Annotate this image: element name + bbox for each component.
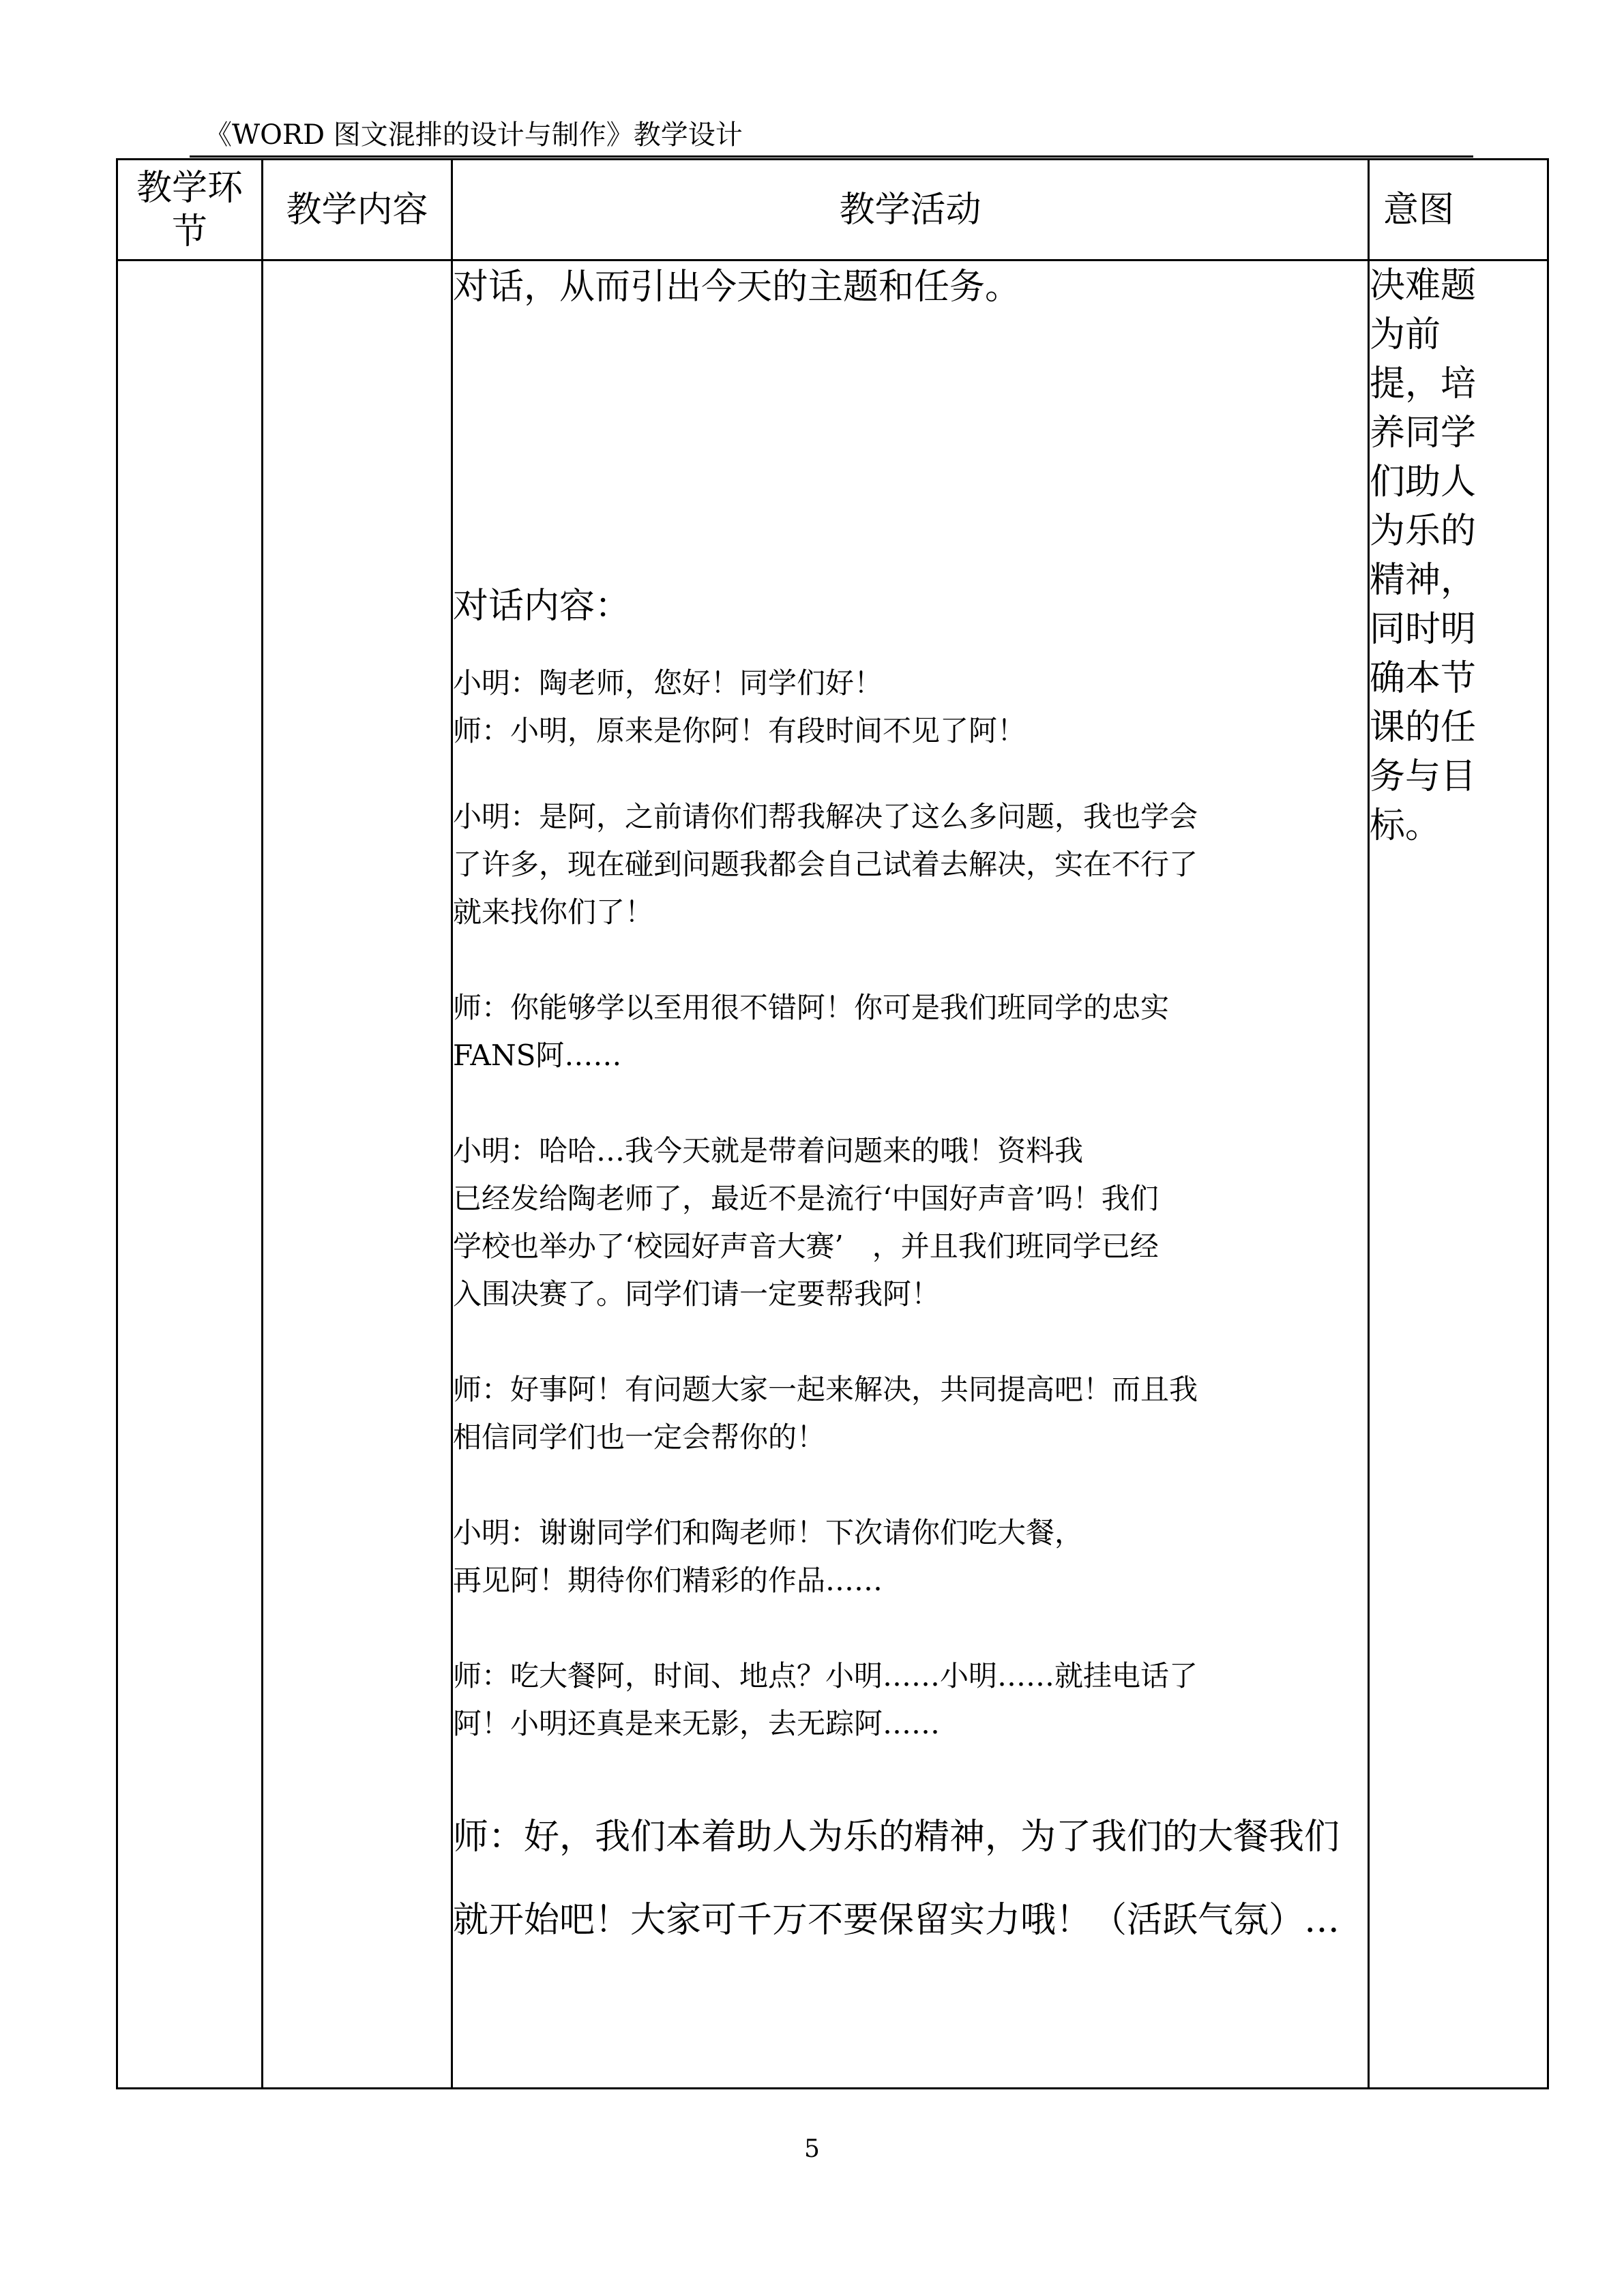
dialogue-line: 就来找你们了！ xyxy=(453,895,654,929)
header-stage: 教学环节 xyxy=(117,160,263,260)
dialogue-block xyxy=(453,1366,1368,1461)
cell-activity xyxy=(452,260,1369,2089)
lesson-plan-table xyxy=(116,158,1549,2089)
dialogue-line: 学校也举办了‘校园好声音大赛’ ，并且我们班同学已经 xyxy=(453,1229,1159,1263)
dialogue-line: FANS阿…… xyxy=(453,1039,622,1072)
header-activity: 教学活动 xyxy=(452,160,1369,260)
header-intent: 意图 xyxy=(1369,160,1548,260)
dialogue-block xyxy=(453,1509,1368,1605)
dialogue-line: 小明：是阿，之前请你们帮我解决了这么多问题，我也学会 xyxy=(453,800,1198,833)
intent-text: 决难题为前提，培养同学们助人为乐的精神，同时明确本节课的任务与目标。 xyxy=(1370,265,1477,846)
dialogue-block xyxy=(453,1127,1368,1318)
dialogue-line: 小明：谢谢同学们和陶老师！下次请你们吃大餐， xyxy=(453,1516,1084,1549)
dialogue-line: 小明：哈哈…我今天就是带着问题来的哦！资料我 xyxy=(453,1134,1084,1167)
dialogue-block xyxy=(453,1652,1368,1748)
closing-remark: 师：好，我们本着助人为乐的精神，为了我们的大餐我们就开始吧！大家可千万不要保留实力哦！（活跃气氛）… xyxy=(453,1817,1340,1941)
activity-lead: 对话，从而引出今天的主题和任务。 xyxy=(453,267,1021,308)
header-content: 教学内容 xyxy=(263,160,452,260)
page-header-title: 《WORD 图文混排的设计与制作》教学设计 xyxy=(205,119,743,151)
dialogue-line: 师：你能够学以至用很不错阿！你可是我们班同学的忠实 xyxy=(453,991,1170,1024)
dialogue-block xyxy=(453,984,1368,1079)
dialogue-line: 再见阿！期待你们精彩的作品…… xyxy=(453,1564,883,1597)
dialogue-line: 师：吃大餐阿，时间、地点？小明……小明……就挂电话了 xyxy=(453,1659,1198,1693)
cell-intent xyxy=(1369,260,1548,2089)
cell-content xyxy=(263,260,452,2089)
dialogue-label: 对话内容： xyxy=(453,586,631,627)
dialogue-line: 已经发给陶老师了，最近不是流行‘中国好声音’吗！我们 xyxy=(453,1182,1159,1215)
table-header-row xyxy=(117,160,1548,260)
dialogue-block xyxy=(453,659,1368,755)
dialogue-line: 了许多，现在碰到问题我都会自己试着去解决，实在不行了 xyxy=(453,848,1198,881)
dialogue-line: 师：好事阿！有问题大家一起来解决，共同提高吧！而且我 xyxy=(453,1373,1198,1406)
page-number: 5 xyxy=(804,2135,820,2163)
table-row xyxy=(117,260,1548,2089)
dialogue-line: 相信同学们也一定会帮你的！ xyxy=(453,1420,826,1454)
cell-stage xyxy=(117,260,263,2089)
header-rule xyxy=(190,155,1473,158)
dialogue-line: 入围决赛了。同学们请一定要帮我阿！ xyxy=(453,1277,941,1311)
dialogue-block xyxy=(453,793,1368,936)
dialogue-line: 师：小明，原来是你阿！有段时间不见了阿！ xyxy=(453,714,1027,747)
dialogue-line: 阿！小明还真是来无影，去无踪阿…… xyxy=(453,1707,941,1740)
dialogue-line: 小明：陶老师，您好！同学们好！ xyxy=(453,666,883,700)
